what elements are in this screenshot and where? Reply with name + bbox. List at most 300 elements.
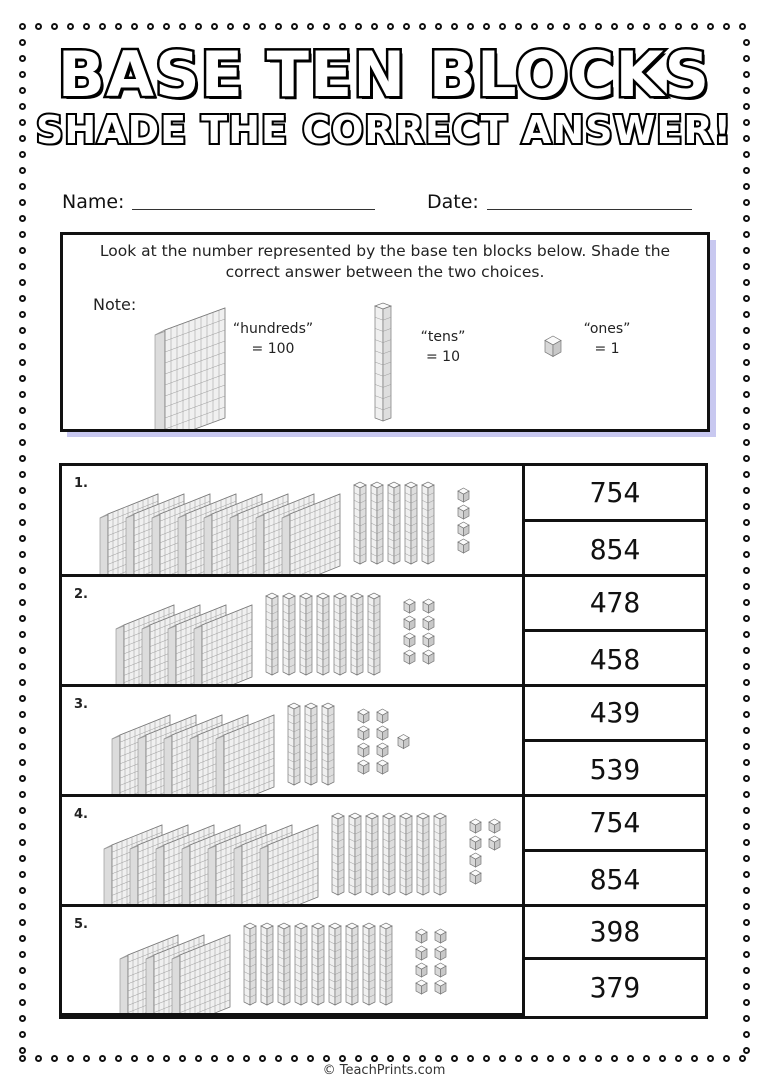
- ones-cube-icon: [435, 980, 446, 994]
- border-dot: [743, 583, 750, 590]
- answer-choice-3-2[interactable]: 539: [589, 753, 641, 786]
- border-dot: [35, 23, 42, 30]
- border-dot: [743, 1015, 750, 1022]
- border-dot: [67, 1055, 74, 1062]
- border-dot: [419, 1055, 426, 1062]
- tens-rod-icon: [422, 482, 434, 564]
- border-dot: [743, 647, 750, 654]
- tens-rod-icon: [244, 923, 256, 1005]
- ones-cube-icon: [470, 836, 481, 850]
- border-dot: [147, 1055, 154, 1062]
- border-dot: [627, 23, 634, 30]
- border-dot: [467, 23, 474, 30]
- border-dot: [483, 23, 490, 30]
- problem-row-2: [62, 577, 522, 687]
- border-dot: [195, 1055, 202, 1062]
- border-dot: [743, 695, 750, 702]
- border-dot: [743, 727, 750, 734]
- border-dot: [323, 23, 330, 30]
- tens-rod-icon: [363, 923, 375, 1005]
- border-dot: [743, 375, 750, 382]
- ones-cube-icon: [404, 599, 415, 613]
- tens-rod-icon: [380, 923, 392, 1005]
- ones-cube-icon: [416, 963, 427, 977]
- border-dot: [19, 823, 26, 830]
- border-dot: [743, 759, 750, 766]
- border-dot: [563, 1055, 570, 1062]
- border-dot: [743, 871, 750, 878]
- note-label: Note:: [93, 295, 137, 314]
- border-dot: [355, 23, 362, 30]
- border-dot: [19, 167, 26, 174]
- legend-ones-name: “ones”: [583, 321, 631, 337]
- border-dot: [19, 807, 26, 814]
- border-dot: [19, 999, 26, 1006]
- border-dot: [19, 759, 26, 766]
- border-dot: [743, 855, 750, 862]
- hundreds-flat-icon: [155, 308, 225, 429]
- border-dot: [19, 855, 26, 862]
- ones-cube-icon: [416, 929, 427, 943]
- border-dot: [19, 263, 26, 270]
- ones-cube-icon: [458, 539, 469, 553]
- legend-ones: [567, 319, 647, 359]
- problem-number: 1.: [74, 476, 88, 491]
- answer-choice-4-2[interactable]: 854: [589, 863, 641, 896]
- name-label: Name:: [62, 191, 125, 213]
- tens-rod-icon: [332, 813, 344, 895]
- border-dot: [627, 1055, 634, 1062]
- border-dot: [19, 199, 26, 206]
- answer-choice-2-2[interactable]: 458: [589, 643, 641, 676]
- border-dot: [743, 1047, 750, 1054]
- ones-cube-icon: [377, 743, 388, 757]
- worksheet-title: BASE TEN BLOCKS: [57, 38, 711, 111]
- problem-row-1: [62, 466, 522, 577]
- problem-row-5: [62, 907, 522, 1016]
- border-dot: [339, 1055, 346, 1062]
- ones-cube-icon: [470, 870, 481, 884]
- border-dot: [743, 839, 750, 846]
- border-dot: [19, 455, 26, 462]
- legend-hundreds-value: = 100: [251, 341, 295, 357]
- border-dot: [743, 247, 750, 254]
- border-dot: [19, 327, 26, 334]
- border-dot: [743, 711, 750, 718]
- date-label: Date:: [427, 191, 479, 213]
- border-dot: [531, 1055, 538, 1062]
- border-dot: [611, 23, 618, 30]
- border-dot: [19, 311, 26, 318]
- legend-ones-value: = 1: [594, 341, 620, 357]
- border-dot: [227, 23, 234, 30]
- tens-rod-icon: [371, 482, 383, 564]
- border-dot: [19, 551, 26, 558]
- border-dot: [19, 983, 26, 990]
- border-dot: [743, 535, 750, 542]
- border-dot: [743, 151, 750, 158]
- border-dot: [211, 23, 218, 30]
- ones-cube-icon: [404, 650, 415, 664]
- border-dot: [19, 743, 26, 750]
- border-dot: [19, 663, 26, 670]
- border-dot: [515, 1055, 522, 1062]
- answer-choice-2-1[interactable]: 478: [525, 577, 705, 632]
- border-dot: [307, 1055, 314, 1062]
- border-dot: [19, 679, 26, 686]
- border-dot: [743, 951, 750, 958]
- border-dot: [547, 23, 554, 30]
- tens-rod-icon: [388, 482, 400, 564]
- border-dot: [743, 407, 750, 414]
- border-dot: [739, 1055, 746, 1062]
- border-dot: [499, 23, 506, 30]
- border-dot: [707, 1055, 714, 1062]
- border-dot: [675, 23, 682, 30]
- legend-tens-value: = 10: [426, 349, 460, 365]
- tens-rod-icon: [351, 593, 363, 675]
- ones-cube-icon: [489, 836, 500, 850]
- legend-hundreds-name: “hundreds”: [232, 321, 314, 337]
- ones-cube-icon: [458, 522, 469, 536]
- border-dot: [99, 23, 106, 30]
- border-dot: [179, 23, 186, 30]
- border-dot: [67, 23, 74, 30]
- answer-choice-1-2[interactable]: 854: [589, 533, 641, 566]
- border-dot: [19, 839, 26, 846]
- border-dot: [723, 23, 730, 30]
- border-dot: [743, 439, 750, 446]
- border-dot: [19, 631, 26, 638]
- border-dot: [19, 1031, 26, 1038]
- tens-rod-icon: [266, 593, 278, 675]
- tens-rod-icon: [300, 593, 312, 675]
- base-ten-blocks: [62, 577, 522, 684]
- border-dot: [451, 23, 458, 30]
- border-dot: [19, 871, 26, 878]
- name-field[interactable]: [62, 191, 375, 213]
- ones-cube-icon: [423, 599, 434, 613]
- border-dot: [19, 567, 26, 574]
- border-dot: [19, 535, 26, 542]
- ones-cube-icon: [435, 946, 446, 960]
- border-dot: [19, 151, 26, 158]
- border-dot: [515, 23, 522, 30]
- border-dot: [743, 887, 750, 894]
- border-dot: [743, 823, 750, 830]
- ones-cube-icon: [423, 616, 434, 630]
- tens-rod-icon: [349, 813, 361, 895]
- ones-cube-icon: [416, 946, 427, 960]
- base-ten-blocks: [62, 466, 522, 574]
- tens-rod-icon: [317, 593, 329, 675]
- border-dot: [743, 631, 750, 638]
- ones-cube-icon: [377, 760, 388, 774]
- border-dot: [451, 1055, 458, 1062]
- tens-rod-icon: [366, 813, 378, 895]
- border-dot: [579, 1055, 586, 1062]
- tens-rod-icon: [288, 703, 300, 785]
- tens-rod-icon: [305, 703, 317, 785]
- border-dot: [179, 1055, 186, 1062]
- border-dot: [743, 167, 750, 174]
- ones-cube-icon: [358, 743, 369, 757]
- date-field[interactable]: [427, 191, 692, 213]
- border-dot: [227, 1055, 234, 1062]
- legend-tens: [403, 327, 483, 367]
- border-dot: [19, 295, 26, 302]
- border-dot: [19, 231, 26, 238]
- border-dot: [19, 439, 26, 446]
- border-dot: [259, 23, 266, 30]
- border-dot: [19, 919, 26, 926]
- copyright-footer: © TeachPrints.com: [322, 1063, 446, 1078]
- ones-cube-icon: [416, 980, 427, 994]
- border-dot: [19, 519, 26, 526]
- ones-cube-icon: [358, 726, 369, 740]
- border-dot: [743, 919, 750, 926]
- border-dot: [563, 23, 570, 30]
- border-dot: [83, 1055, 90, 1062]
- tens-rod-icon: [312, 923, 324, 1005]
- border-dot: [19, 279, 26, 286]
- ones-cube-icon: [470, 819, 481, 833]
- border-dot: [307, 23, 314, 30]
- border-dot: [243, 1055, 250, 1062]
- border-dot: [19, 471, 26, 478]
- border-dot: [19, 599, 26, 606]
- border-dot: [19, 887, 26, 894]
- border-dot: [19, 1015, 26, 1022]
- tens-rod-icon: [368, 593, 380, 675]
- border-dot: [403, 1055, 410, 1062]
- border-dot: [163, 23, 170, 30]
- border-dot: [19, 583, 26, 590]
- border-dot: [595, 1055, 602, 1062]
- tens-rod-icon: [434, 813, 446, 895]
- border-dot: [387, 1055, 394, 1062]
- border-dot: [743, 807, 750, 814]
- tens-rod-icon: [405, 482, 417, 564]
- border-dot: [19, 711, 26, 718]
- border-dot: [99, 1055, 106, 1062]
- border-dot: [743, 455, 750, 462]
- border-dot: [743, 295, 750, 302]
- border-dot: [387, 23, 394, 30]
- border-dot: [19, 215, 26, 222]
- border-dot: [19, 359, 26, 366]
- border-dot: [419, 23, 426, 30]
- border-dot: [35, 1055, 42, 1062]
- worksheet-subtitle: SHADE THE CORRECT ANSWER!: [36, 108, 732, 152]
- border-dot: [19, 647, 26, 654]
- border-dot: [743, 791, 750, 798]
- border-dot: [643, 23, 650, 30]
- border-dot: [19, 407, 26, 414]
- border-dot: [51, 23, 58, 30]
- border-dot: [19, 375, 26, 382]
- tens-rod-icon: [283, 593, 295, 675]
- border-dot: [83, 23, 90, 30]
- border-dot: [531, 23, 538, 30]
- tens-rod-icon: [383, 813, 395, 895]
- border-dot: [743, 551, 750, 558]
- answer-choice-4-1[interactable]: 754: [525, 797, 705, 852]
- border-dot: [19, 247, 26, 254]
- border-dot: [435, 23, 442, 30]
- legend-tens-name: “tens”: [420, 329, 466, 345]
- border-dot: [131, 23, 138, 30]
- border-dot: [743, 967, 750, 974]
- border-dot: [743, 679, 750, 686]
- border-dot: [19, 727, 26, 734]
- answer-choice-1-1[interactable]: 754: [525, 466, 705, 522]
- border-dot: [739, 23, 746, 30]
- border-dot: [403, 23, 410, 30]
- border-dot: [743, 1031, 750, 1038]
- border-dot: [743, 423, 750, 430]
- ones-cube-icon: [377, 709, 388, 723]
- ones-cube-icon: [404, 633, 415, 647]
- border-dot: [19, 1047, 26, 1054]
- border-dot: [743, 263, 750, 270]
- border-dot: [483, 1055, 490, 1062]
- border-dot: [323, 1055, 330, 1062]
- tens-rod-icon: [322, 703, 334, 785]
- border-dot: [211, 1055, 218, 1062]
- tens-rod-icon: [400, 813, 412, 895]
- ones-cube-icon: [358, 760, 369, 774]
- border-dot: [371, 23, 378, 30]
- border-dot: [19, 183, 26, 190]
- base-ten-blocks: [62, 687, 522, 794]
- border-dot: [19, 951, 26, 958]
- legend-hundreds: [223, 319, 323, 359]
- border-dot: [19, 23, 26, 30]
- border-dot: [743, 615, 750, 622]
- instructions-line-2: correct answer between the two choices.: [225, 263, 545, 281]
- problem-row-4: [62, 797, 522, 907]
- border-dot: [163, 1055, 170, 1062]
- ones-cube-icon: [423, 633, 434, 647]
- border-dot: [659, 23, 666, 30]
- border-dot: [743, 599, 750, 606]
- tens-rod-icon: [278, 923, 290, 1005]
- border-dot: [19, 775, 26, 782]
- ones-cube-icon: [423, 650, 434, 664]
- border-dot: [743, 903, 750, 910]
- border-dot: [339, 23, 346, 30]
- border-dot: [499, 1055, 506, 1062]
- border-dot: [743, 199, 750, 206]
- border-dot: [743, 311, 750, 318]
- border-dot: [547, 1055, 554, 1062]
- problem-number: 2.: [74, 587, 88, 602]
- border-dot: [195, 23, 202, 30]
- answer-choice-5-2[interactable]: 379: [589, 971, 641, 1004]
- border-dot: [743, 775, 750, 782]
- border-dot: [19, 1055, 26, 1062]
- problem-number: 5.: [74, 917, 88, 932]
- border-dot: [291, 1055, 298, 1062]
- ones-cube-icon: [435, 929, 446, 943]
- problems-table: [59, 463, 708, 1019]
- border-dot: [743, 391, 750, 398]
- border-dot: [595, 23, 602, 30]
- border-dot: [743, 327, 750, 334]
- border-dot: [147, 23, 154, 30]
- border-dot: [743, 999, 750, 1006]
- border-dot: [743, 935, 750, 942]
- tens-rod-icon: [261, 923, 273, 1005]
- border-dot: [743, 359, 750, 366]
- problem-row-3: [62, 687, 522, 797]
- border-dot: [743, 183, 750, 190]
- border-dot: [643, 1055, 650, 1062]
- border-dot: [743, 743, 750, 750]
- border-dot: [259, 1055, 266, 1062]
- border-dot: [131, 1055, 138, 1062]
- ones-cube-icon: [458, 505, 469, 519]
- border-dot: [19, 695, 26, 702]
- border-dot: [743, 983, 750, 990]
- border-dot: [19, 615, 26, 622]
- border-dot: [355, 1055, 362, 1062]
- tens-rod-icon: [375, 303, 391, 421]
- border-dot: [19, 503, 26, 510]
- border-dot: [743, 343, 750, 350]
- border-dot: [19, 791, 26, 798]
- border-dot: [275, 23, 282, 30]
- problem-number: 3.: [74, 697, 88, 712]
- border-dot: [19, 423, 26, 430]
- border-dot: [659, 1055, 666, 1062]
- border-dot: [611, 1055, 618, 1062]
- border-dot: [743, 487, 750, 494]
- answer-choice-3-1[interactable]: 439: [525, 687, 705, 742]
- tens-rod-icon: [417, 813, 429, 895]
- border-dot: [51, 1055, 58, 1062]
- border-dot: [19, 967, 26, 974]
- tens-rod-icon: [329, 923, 341, 1005]
- border-dot: [115, 1055, 122, 1062]
- ones-cube-icon: [404, 616, 415, 630]
- border-dot: [275, 1055, 282, 1062]
- border-dot: [691, 1055, 698, 1062]
- ones-cube-icon: [489, 819, 500, 833]
- instructions-line-1: Look at the number represented by the base ten blocks below. Shade the: [99, 242, 671, 260]
- problem-number: 4.: [74, 807, 88, 822]
- date-blank-line[interactable]: [487, 209, 692, 210]
- name-blank-line[interactable]: [132, 209, 375, 210]
- border-dot: [579, 23, 586, 30]
- border-dot: [19, 343, 26, 350]
- ones-cube-icon: [435, 963, 446, 977]
- instructions-box: [60, 232, 710, 432]
- tens-rod-icon: [295, 923, 307, 1005]
- border-dot: [743, 519, 750, 526]
- ones-cube-icon: [545, 336, 561, 356]
- border-dot: [371, 1055, 378, 1062]
- base-ten-blocks: [62, 797, 522, 904]
- border-dot: [675, 1055, 682, 1062]
- border-dot: [743, 567, 750, 574]
- border-dot: [291, 23, 298, 30]
- border-dot: [19, 903, 26, 910]
- border-dot: [691, 23, 698, 30]
- answer-choice-5-1[interactable]: 398: [525, 907, 705, 960]
- border-dot: [743, 215, 750, 222]
